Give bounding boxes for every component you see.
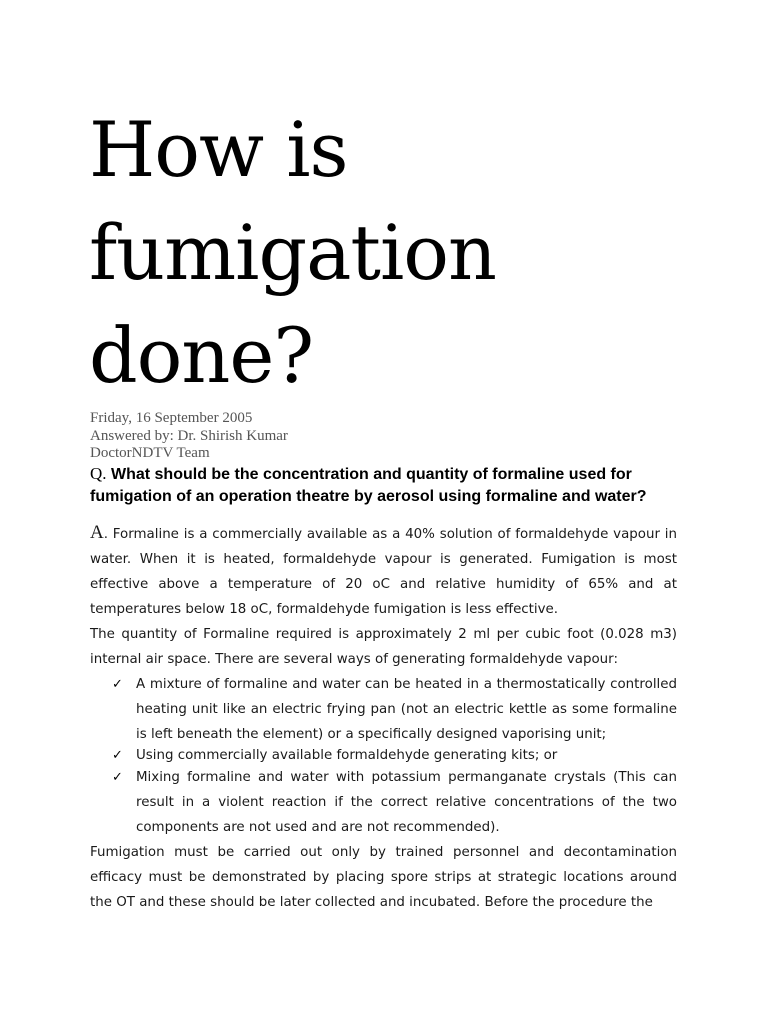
method-list <box>90 672 677 840</box>
list-item-text: Using commercially available formaldehyde generating kits; or <box>136 748 558 763</box>
answer-paragraph-2: The quantity of Formaline required is approximately 2 ml per cubic foot (0.028 m3) internal air space. There are several ways of generating formaldehyde vapour: <box>90 627 677 667</box>
article-meta <box>90 410 288 463</box>
list-item <box>112 747 677 765</box>
list-item-text: Mixing formaline and water with potassium permanganate crystals (This can result in a violent reaction if the correct relative concentrations of the two components are not used and are not recommended). <box>136 770 677 835</box>
checkmark-icon: ✓ <box>112 748 123 763</box>
question-text: What should be the concentration and quantity of formaline used for fumigation of an operation theatre by aerosol using formaline and water? <box>90 466 647 505</box>
answer-prefix: A <box>90 522 104 543</box>
question-prefix: Q. <box>90 464 107 483</box>
article-author: Answered by: Dr. Shirish Kumar <box>90 427 288 444</box>
checkmark-icon: ✓ <box>112 770 123 785</box>
question-block <box>90 463 680 508</box>
checkmark-icon: ✓ <box>112 677 123 692</box>
article-title: How is fumigation done? <box>89 105 496 400</box>
article-team: DoctorNDTV Team <box>90 445 210 461</box>
answer-paragraph-3: Fumigation must be carried out only by trained personnel and decontamination efficacy must be demonstrated by placing spore strips at strategic locations around the OT and these should be later collected and incubated. Before the procedure the <box>90 845 677 910</box>
article-date: Friday, 16 September 2005 <box>90 410 253 426</box>
list-item <box>112 765 677 840</box>
list-item <box>112 672 677 747</box>
answer-paragraph-1-text: . Formaline is a commercially available as a 40% solution of formaldehyde vapour in water. When it is heated, formaldehyde vapour is generated. Fumigation is most effective above a temperature of 20 oC and relative humidity of 65% and at temperatures below 18 oC, formaldehyde fumigation is less effective. <box>90 527 677 617</box>
answer-block <box>90 520 677 915</box>
answer-paragraph-1 <box>90 520 677 622</box>
list-item-text: A mixture of formaline and water can be heated in a thermostatically controlled heating unit like an electric frying pan (not an electric kettle as some formaline is left beneath the element) or a specifically designed vaporising unit; <box>136 677 677 742</box>
